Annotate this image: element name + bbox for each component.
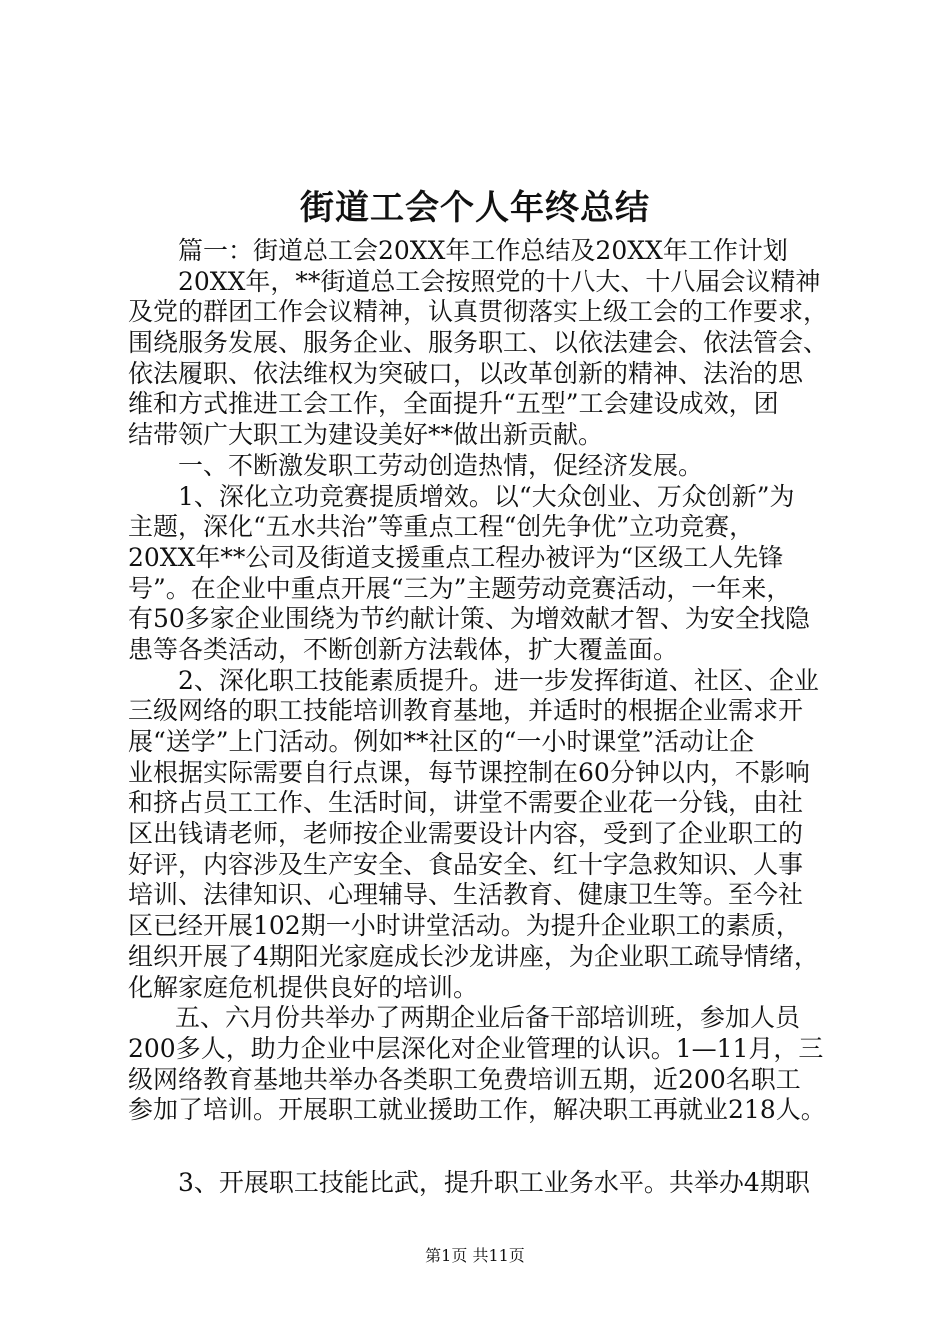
text-line: 3、开展职工技能比武，提升职工业务水平。共举办4期职 — [178, 1167, 810, 1197]
text-line: 有50多家企业围绕为节约献计策、为增效献才智、为安全找隐 — [128, 604, 810, 634]
text-line: 展“送学”上门活动。例如**社区的“一小时课堂”活动让企 — [128, 727, 755, 756]
text-line: 20XX年，**街道总工会按照党的十八大、十八届会议精神 — [178, 266, 821, 296]
text-line: 患等各类活动，不断创新方法载体，扩大覆盖面。 — [128, 634, 679, 664]
text-line: 化解家庭危机提供良好的培训。 — [128, 972, 479, 1002]
text-line: 五、六月份共举办了两期企业后备干部培训班，参加人员 — [175, 1003, 801, 1033]
text-line: 围绕服务发展、服务企业、服务职工、以依法建会、依法管会、 — [128, 328, 828, 358]
text-line: 主题，深化“五水共治”等重点工程“创先争优”立功竞赛， — [128, 512, 755, 542]
text-line: 号”。在企业中重点开展“三为”主题劳动竞赛活动，一年来， — [128, 573, 792, 603]
text-line: 组织开展了4期阳光家庭成长沙龙讲座，为企业职工疏导情绪， — [128, 941, 819, 971]
text-line: 结带领广大职工为建设美好**做出新贡献。 — [128, 420, 604, 450]
text-line: 及党的群团工作会议精神，认真贯彻落实上级工会的工作要求， — [128, 297, 828, 327]
text-line: 区出钱请老师，老师按企业需要设计内容，受到了企业职工的 — [128, 819, 804, 849]
document-body — [128, 236, 828, 1199]
text-line: 一、不断激发职工劳动创造热情，促经济发展。 — [178, 450, 704, 480]
text-line: 业根据实际需要自行点课，每节课控制在60分钟以内，不影响 — [128, 757, 810, 787]
text-line: 区已经开展102期一小时讲堂活动。为提升企业职工的素质， — [128, 911, 801, 941]
document-title: 街道工会个人年终总结 — [300, 188, 650, 228]
text-line: 参加了培训。开展职工就业援助工作，解决职工再就业218人。 — [128, 1095, 826, 1125]
text-line: 级网络教育基地共举办各类职工免费培训五期，近200名职工 — [128, 1064, 801, 1094]
text-line: 依法履职、依法维权为突破口，以改革创新的精神、法治的思 — [128, 358, 804, 388]
text-line: 1、深化立功竞赛提质增效。以“大众创业、万众创新”为 — [178, 481, 795, 511]
text-line: 篇一：街道总工会20XX年工作总结及20XX年工作计划 — [178, 236, 788, 265]
text-line: 培训、法律知识、心理辅导、生活教育、健康卫生等。至今社 — [128, 880, 804, 910]
paragraph-gap — [128, 1126, 828, 1168]
text-line: 20XX年**公司及街道支援重点工程办被评为“区级工人先锋 — [128, 542, 784, 572]
page-footer: 第1页 共11页 — [425, 1246, 525, 1265]
text-line: 和挤占员工工作、生活时间，讲堂不需要企业花一分钱，由社 — [128, 788, 804, 818]
text-line: 维和方式推进工会工作，全面提升“五型”工会建设成效，团 — [128, 389, 779, 419]
text-line: 好评，内容涉及生产安全、食品安全、红十字急救知识、人事 — [128, 849, 804, 879]
text-line: 2、深化职工技能素质提升。进一步发挥街道、社区、企业 — [178, 665, 819, 695]
text-line: 200多人，助力企业中层深化对企业管理的认识。1—11月，三 — [128, 1033, 824, 1063]
text-line: 三级网络的职工技能培训教育基地，并适时的根据企业需求开 — [128, 696, 804, 726]
